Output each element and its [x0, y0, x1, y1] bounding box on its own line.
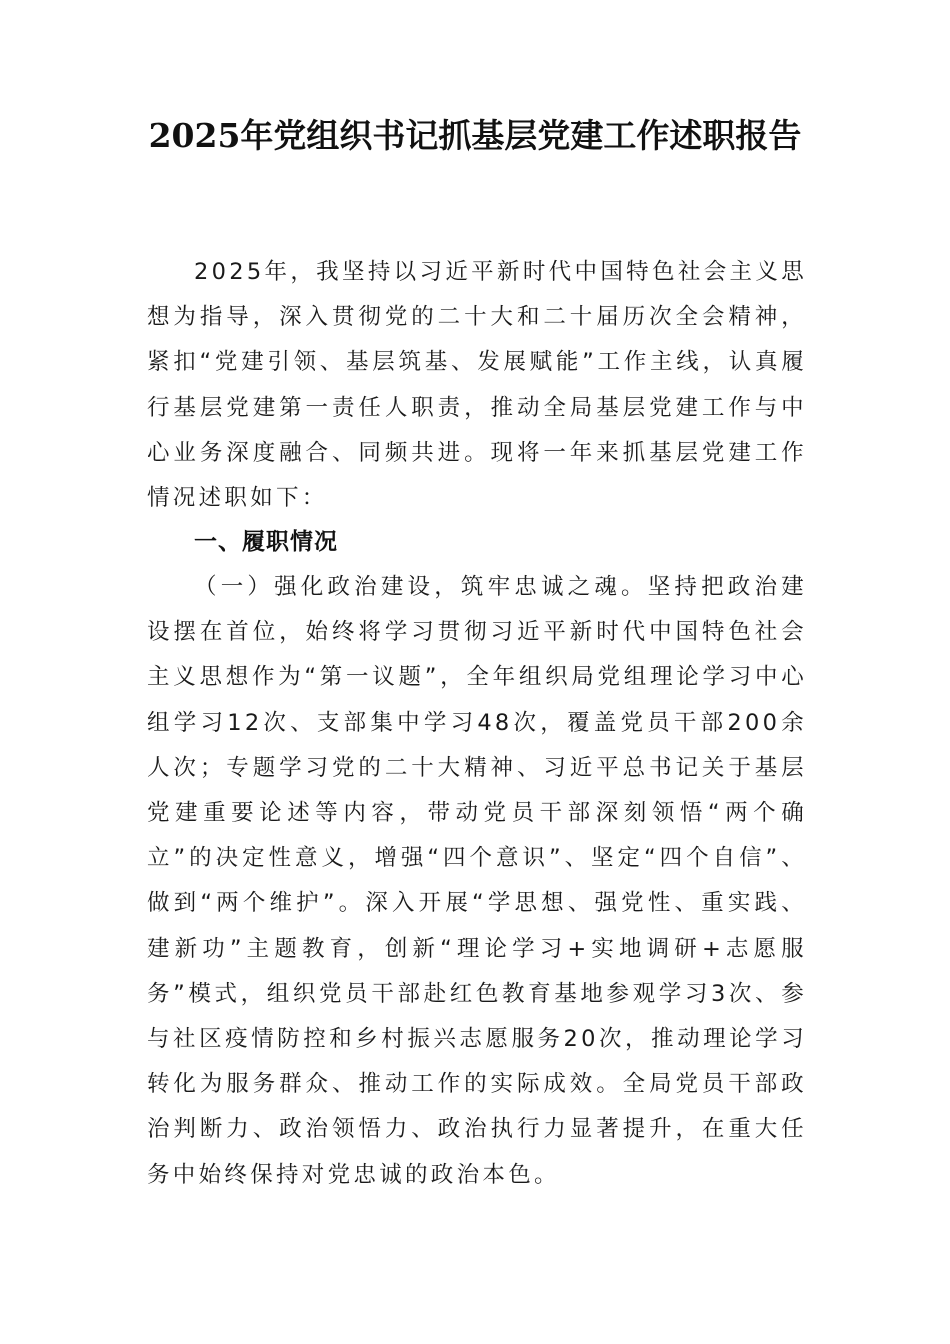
subsection-body-1: 坚持把政治建设摆在首位，始终将学习贯彻习近平新时代中国特色社会主义思想作为“第一议题”，全年组织局党组理论学习中心组学习12次、支部集中学习48次，覆盖党员干部200余人次；专题学习党的二十大精神、习近平总书记关于基层党建重要论述等内容，带动党员干部深刻领悟“两个确立”的决定性意义，增强“四个意识”、坚定“四个自信”、做到“两个维护”。深入开展“学思想、强党性、重实践、建新功”主题教育，创新“理论学习+实地调研+志愿服务”模式，组织党员干部赴红色教育基地参观学习3次、参与社区疫情防控和乡村振兴志愿服务20次，推动理论学习转化为服务群众、推动工作的实际成效。全局党员干部政治判断力、政治领悟力、政治执行力显著提升，在重大任务中始终保持对党忠诚的政治本色。: [147, 574, 807, 1188]
section-heading-1: 一、履职情况: [194, 529, 338, 555]
intro-paragraph: 2025年，我坚持以习近平新时代中国特色社会主义思想为指导，深入贯彻党的二十大和二十届历次全会精神，紧扣“党建引领、基层筑基、发展赋能”工作主线，认真履行基层党建第一责任人职责，推动全局基层党建工作与中心业务深度融合、同频共进。现将一年来抓基层党建工作情况述职如下：: [147, 259, 807, 512]
subsection-heading-1: （一）强化政治建设，筑牢忠诚之魂。: [194, 574, 648, 600]
document-title: 2025年党组织书记抓基层党建工作述职报告: [148, 116, 802, 155]
subsection-paragraph-1: [147, 565, 807, 1198]
